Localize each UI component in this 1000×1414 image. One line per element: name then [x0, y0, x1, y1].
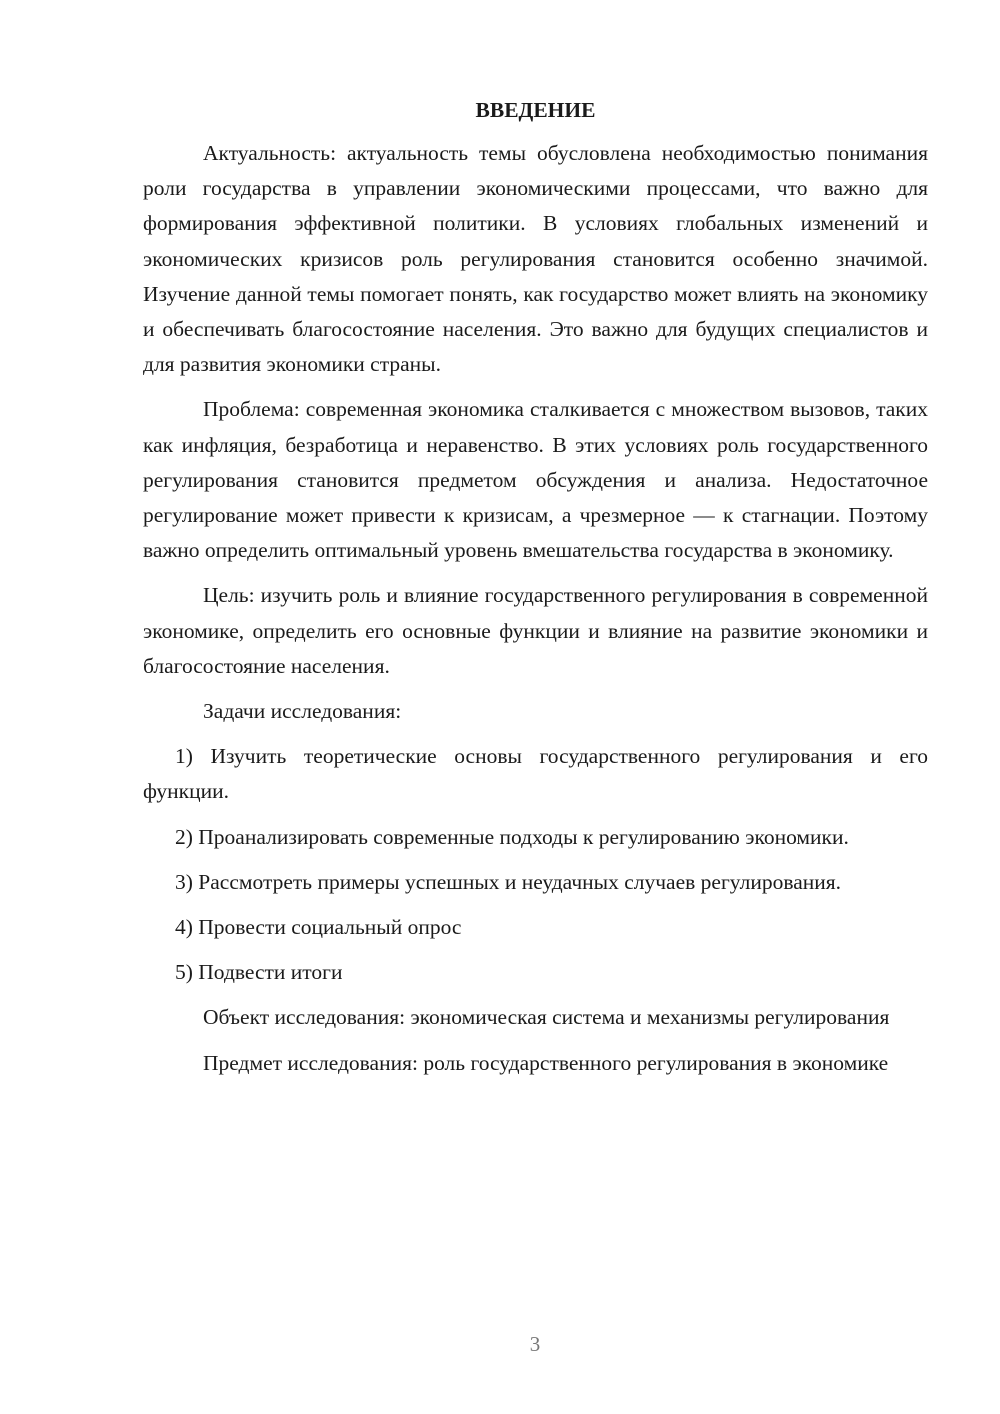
task-item-4: 4) Провести социальный опрос [175, 915, 462, 940]
task-item-1: 1) Изучить теоретические основы государственного регулирования и его функции. [143, 744, 928, 804]
tasks-title: Задачи исследования: [203, 699, 402, 724]
task-item-2: 2) Проанализировать современные подходы к регулированию экономики. [175, 824, 849, 849]
paragraph-object: Объект исследования: экономическая система и механизмы регулирования [203, 1005, 890, 1030]
paragraph-goal: Цель: изучить роль и влияние государственного регулирования в современной экономике, определить его основные функции и влияние на развитие экономики и благосостояние населения. [143, 583, 928, 678]
paragraph-relevance: Актуальность: актуальность темы обусловлена необходимостью понимания роли государства в управлении экономическими процессами, что важно для формирования эффективной политики. В условиях глобальных изменений и экономических кризисов роль регулирования становится особенно значимой. Изучение данной темы помогает понять, как государство может влиять на экономику и обеспечивать благосостояние населения. Это важно для будущих специалистов и для развития экономики страны. [143, 141, 928, 377]
paragraph-subject: Предмет исследования: роль государственного регулирования в экономике [203, 1050, 889, 1075]
task-item-5: 5) Подвести итоги [175, 960, 343, 985]
document-page [143, 92, 928, 1091]
task-item-3: 3) Рассмотреть примеры успешных и неудачных случаев регулирования. [175, 869, 842, 894]
page-number: 3 [529, 1332, 541, 1356]
page-title: ВВЕДЕНИЕ [475, 98, 596, 122]
paragraph-problem: Проблема: современная экономика сталкивается с множеством вызовов, таких как инфляция, безработица и неравенство. В этих условиях роль государственного регулирования становится предметом обсуждения и анализа. Недостаточное регулирование может привести к кризисам, а чрезмерное — к стагнации. Поэтому важно определить оптимальный уровень вмешательства государства в экономику. [143, 397, 928, 563]
